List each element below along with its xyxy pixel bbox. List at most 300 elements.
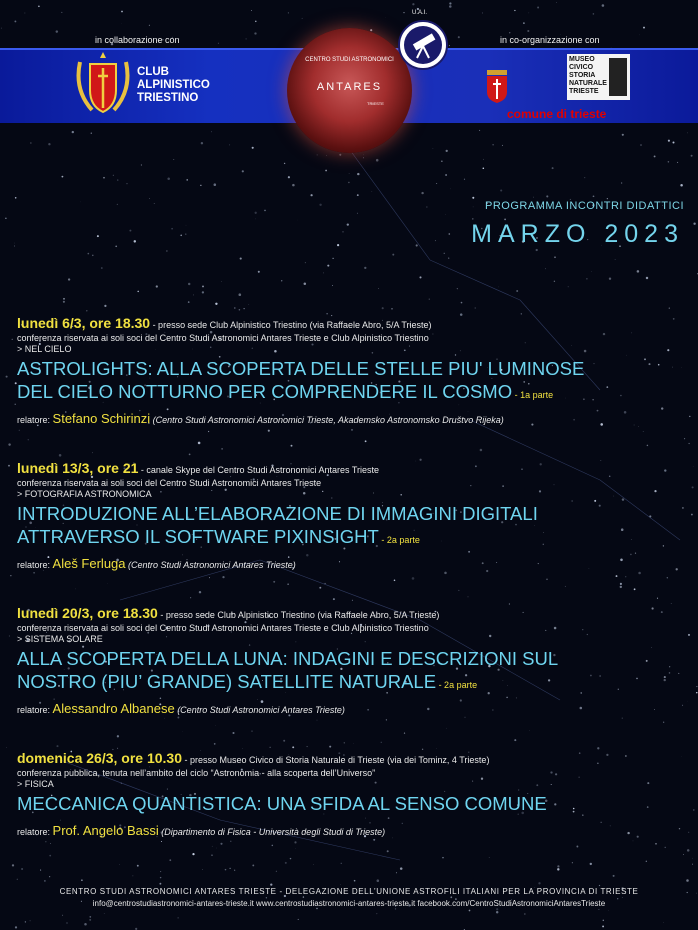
star [620,583,622,585]
star [323,273,324,274]
star [192,853,194,855]
star [188,301,190,303]
star [127,183,128,184]
star [84,923,87,926]
star [343,231,344,232]
footer-contacts: info@centrostudiastronomici-antares-trieste.it www.centrostudiastronomici-antares-trieste.it facebook.com/CentroStudiAstronomiciAntaresTrieste [92,899,606,908]
star [622,718,623,719]
uai-telescope-icon [400,22,446,68]
star [202,869,203,870]
star [137,291,139,293]
star [472,197,474,199]
star [169,859,171,861]
star [444,253,445,254]
star [412,577,415,580]
star [317,154,318,155]
star [442,857,444,859]
star [298,919,299,920]
star [376,159,379,162]
star [49,876,50,877]
star [101,267,103,269]
speaker-label: relatore: [17,827,53,837]
star [371,191,372,192]
star [229,144,230,145]
star [133,876,134,877]
speaker-label: relatore: [17,415,53,425]
star [599,885,600,886]
star [436,748,437,749]
star [305,262,306,263]
star [500,189,502,191]
event-1 [17,315,687,426]
star [687,849,690,852]
star [14,243,15,244]
star [185,233,186,234]
star [249,304,250,305]
star [104,913,105,914]
star [291,445,293,447]
star [117,204,118,205]
star [364,267,366,269]
star [461,302,463,304]
star [657,598,658,599]
star [688,634,690,636]
star [381,742,382,743]
coorg-label: in co-organizzazione con [500,35,600,45]
star [252,731,253,732]
star [173,159,174,160]
star [81,879,83,881]
star [363,157,364,158]
star [663,722,664,723]
star [565,586,566,587]
header [0,0,698,125]
star [292,184,295,187]
star [15,197,17,199]
speaker-name: Stefano Schirinzi [52,411,151,426]
star [21,868,23,870]
star [365,440,367,442]
speaker-name: Aleš Ferluga [52,556,126,571]
star [270,883,272,885]
star [691,514,693,516]
star [12,864,14,866]
star [363,154,364,155]
star [221,448,223,450]
star [8,443,10,445]
event-2 [17,460,687,571]
museum-name: MUSEO CIVICO STORIA NATURALE TRIESTE [569,56,607,95]
star [240,258,242,260]
star [615,259,616,260]
star [643,431,644,432]
star [404,733,405,734]
event-category: > FOTOGRAFIA ASTRONOMICA [17,489,152,499]
star [696,686,697,687]
star [30,920,31,921]
star [134,240,136,242]
star [450,896,452,898]
star [546,195,548,197]
star [149,198,150,199]
star [671,603,672,604]
star [211,131,212,132]
star [91,133,92,134]
star [200,185,201,186]
star [12,339,13,340]
star [239,293,242,296]
star [115,245,117,247]
star [292,746,294,748]
star [220,843,222,845]
star [625,576,626,577]
star [225,869,227,871]
star [285,862,287,864]
star [332,285,333,286]
star [304,282,307,285]
star [620,586,622,588]
star [516,290,518,292]
star [208,431,209,432]
star [232,732,234,734]
star [62,915,63,916]
comune-name: comune di trieste [507,107,607,121]
star [395,908,396,909]
star [524,913,525,914]
event-date: lunedì 6/3, ore 18.30 [17,315,151,331]
star [475,307,476,308]
star [514,739,516,741]
star [63,298,65,300]
event-title: MECCANICA QUANTISTICA: UNA SFIDA AL SENSO COMUNE [17,793,547,814]
star [56,745,58,747]
event-category: > FISICA [17,779,54,789]
uai-logo-icon [398,20,448,70]
star [492,144,493,145]
star [529,730,530,731]
star [310,194,312,196]
star [212,846,213,847]
star [86,310,87,311]
star [159,883,161,885]
star [264,210,266,212]
event-note: conferenza riservata ai soli soci del Centro Studi Astronomici Antares Trieste [17,478,322,488]
star [686,879,689,882]
star [40,870,41,871]
star [244,308,245,309]
star [230,841,231,842]
event-venue: - canale Skype del Centro Studi Astronomici Antares Trieste [138,465,380,475]
star [468,596,469,597]
event-note: conferenza riservata ai soli soci del Centro Studi Astronomici Antares Trieste e Club Alpinistico Triestino [17,333,429,343]
star [97,235,99,237]
star [347,223,349,225]
speaker-affiliation: (Dipartimento di Fisica - Università degli Studi di Trieste) [158,827,386,837]
star [273,581,275,583]
star [89,916,91,918]
star [214,743,216,745]
star [479,130,480,131]
event-part: - 1a parte [512,390,554,400]
star [92,453,93,454]
speaker-affiliation: (Centro Studi Astronomici Antares Trieste) [125,560,296,570]
star [351,429,353,431]
star [637,270,640,273]
star [677,162,678,163]
star [692,486,694,488]
star [633,841,634,842]
event-date: domenica 26/3, ore 10.30 [17,750,182,766]
star [166,250,167,251]
uai-label: U.A.I. [412,10,428,16]
antares-title: ANTARES [316,81,383,93]
star [190,597,191,598]
star [117,180,118,181]
star [647,445,649,447]
star [457,288,458,289]
star [378,288,379,289]
star [10,575,11,576]
star [458,590,459,591]
event-note: conferenza pubblica, tenuta nell’ambito del ciclo “Astronomia - alla scoperta dell’Universo” [17,768,376,778]
star [667,577,668,578]
star [242,748,243,749]
star [590,863,592,865]
star [586,278,588,280]
event-venue: - presso sede Club Alpinistico Triestino (via Raffaele Abro, 5/A Trieste) [157,610,440,620]
star [50,843,51,844]
footer-organization: CENTRO STUDI ASTRONOMICI ANTARES TRIESTE - DELEGAZIONE DELL’UNIONE ASTROFILI ITALIANI PER LA PROVINCIA DI TRIESTE [59,887,639,896]
star [429,299,430,300]
antares-subtitle: CENTRO STUDI ASTRONOMICI [305,57,394,63]
star [8,465,10,467]
star [382,307,384,309]
event-part: - 2a parte [436,680,478,690]
star [554,281,555,282]
speaker-affiliation: (Centro Studi Astronomici Antares Trieste) [174,705,345,715]
star [333,598,335,600]
star [202,285,204,287]
star [63,301,65,303]
star [598,909,599,910]
star [646,277,648,279]
star [344,742,345,743]
star [160,877,161,878]
star [329,746,331,748]
star [198,442,201,445]
star [234,307,236,309]
star [357,173,359,175]
star [117,748,118,749]
star [272,845,274,847]
star [483,168,485,170]
star [242,170,244,172]
star [19,430,20,431]
star [14,246,15,247]
star [290,858,291,859]
star [680,184,683,187]
star [692,864,693,865]
trieste-crest-icon [485,68,509,104]
star [377,913,378,914]
programme-month: MARZO 2023 [471,220,684,248]
star [691,155,693,157]
antares-city: TRIESTE [367,101,384,106]
speaker-affiliation: (Centro Studi Astronomici Astronomici Trieste, Akademsko Astronomsko Društvo Rijeka) [150,415,504,425]
star [92,255,93,256]
star [554,256,556,258]
programme-label: PROGRAMMA INCONTRI DIDATTICI [485,200,684,212]
star [189,454,191,456]
star [572,862,573,863]
star [446,728,447,729]
collab-label: in collaborazione con [95,35,180,45]
star [325,170,327,172]
star [281,280,282,281]
star [154,203,155,204]
star [496,911,498,913]
star [394,580,396,582]
star [25,921,26,922]
star [603,920,604,921]
museum-logo [567,54,630,100]
star [502,145,503,146]
star [255,219,256,220]
star [557,865,559,867]
star [117,735,119,737]
star [113,175,114,176]
constellation-line [430,260,520,300]
star [545,268,546,269]
star [326,155,327,156]
star [480,449,483,452]
star [654,155,656,157]
star [464,179,465,180]
star [129,230,131,232]
star [400,867,403,870]
star [646,861,647,862]
star [303,896,304,897]
star [352,600,353,601]
event-4 [17,750,687,838]
star [377,879,380,882]
event-date: lunedì 13/3, ore 21 [17,460,139,476]
star [386,719,387,720]
star [693,809,694,810]
star [354,880,356,882]
star [557,868,559,870]
speaker-name: Alessandro Albanese [52,701,175,716]
star [337,244,339,246]
star [214,183,217,186]
star [591,271,592,272]
star [186,225,187,226]
star [546,578,548,580]
star [180,235,182,237]
star [536,249,538,251]
star [201,142,203,144]
star [59,454,62,457]
event-date: lunedì 20/3, ore 18.30 [17,605,158,621]
cai-name [137,66,209,105]
star [88,253,90,255]
star [48,143,50,145]
star [178,917,179,918]
star [209,577,210,578]
star [568,286,569,287]
star [229,868,230,869]
star [72,131,74,133]
star [49,855,51,857]
star [252,864,254,866]
star [499,287,500,288]
star [576,846,578,848]
speaker-name: Prof. Angelo Bassi [52,823,159,838]
star [469,910,471,912]
star [66,922,67,923]
star [332,258,333,259]
star [538,882,540,884]
event-category: > SISTEMA SOLARE [17,634,103,644]
star [640,144,642,146]
star [602,925,604,927]
star [156,285,158,287]
star [609,277,611,279]
star [446,150,448,152]
star [621,182,622,183]
star [252,147,254,149]
star [684,438,685,439]
star [669,308,670,309]
star [340,884,341,885]
star [584,177,585,178]
star [622,897,623,898]
star [696,692,697,693]
cai-name-text: CLUB ALPINISTICO TRIESTINO [137,66,210,104]
star [215,303,217,305]
star [373,839,375,841]
star [445,174,447,176]
star [164,718,165,719]
event-note: conferenza riservata ai soli soci del Centro Studi Astronomici Antares Trieste e Club Alpinistico Triestino [17,623,429,633]
star [593,195,595,197]
star [9,635,10,636]
star [193,294,194,295]
star [687,133,688,134]
speaker-label: relatore: [17,705,53,715]
star [89,919,91,921]
star [665,847,666,848]
star [283,740,285,742]
star [672,141,674,143]
speaker-label: relatore: [17,560,53,570]
star [668,161,670,163]
event-venue: - presso Museo Civico di Storia Naturale di Trieste (via dei Tominz, 4 Trieste) [181,755,490,765]
star [441,161,442,162]
star [137,865,139,867]
star [44,880,46,882]
star [103,177,105,179]
star [15,926,17,928]
star [387,850,389,852]
event-category: > NEL CIELO [17,344,72,354]
star [6,747,7,748]
star [655,843,657,845]
star [202,291,204,293]
star [392,254,394,256]
cai-logo-icon [72,50,134,120]
star [75,589,76,590]
